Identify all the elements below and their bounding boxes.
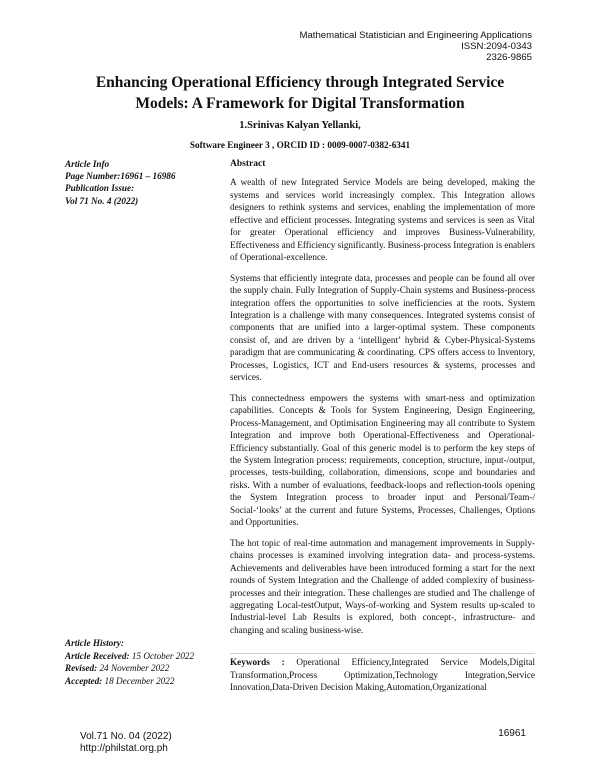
- received-line: [65, 650, 235, 663]
- page-number-footer: 16961: [498, 728, 526, 739]
- article-info: [65, 158, 215, 207]
- title-line-2: Models: A Framework for Digital Transformation: [135, 95, 465, 112]
- journal-name: Mathematical Statistician and Engineering Applications: [299, 30, 532, 41]
- paper-title: [60, 72, 540, 114]
- accepted-line: [65, 675, 235, 688]
- revised-line: [65, 662, 235, 675]
- footer-left: [80, 731, 172, 755]
- issn-online: 2326-9865: [486, 52, 532, 63]
- keywords-text: Operational Efficiency,Integrated Service Models,Digital Transformation,Process Optimization,Technology Integration,Service Innovation,Data-Driven Decision Making,Automation,Organizational: [230, 657, 535, 693]
- abstract-section: [230, 158, 535, 644]
- issn-print: ISSN:2094-0343: [461, 41, 532, 52]
- accepted-label: Accepted:: [65, 675, 103, 686]
- footer-volume: Vol.71 No. 04 (2022): [80, 731, 172, 742]
- article-history-heading: Article History:: [65, 638, 124, 648]
- revised-date: 24 November 2022: [97, 663, 170, 674]
- author-name: 1.Srinivas Kalyan Yellanki,: [239, 120, 361, 131]
- keywords-section: [230, 653, 535, 694]
- abstract-paragraph-1: A wealth of new Integrated Service Models are being developed, making the systems and services world increasingly complex. This Integration allows designers to rethink systems and services, enabling the implementation of more effective and efficient processes. Integrating systems and services is seen as Vital for greater Operational efficiency and improves Business-Vulnerability, Effectiveness and Efficiency significantly. Business-process Integration is enablers of Operational-excellence.: [230, 177, 535, 263]
- revised-label: Revised:: [65, 663, 98, 674]
- abstract-heading: Abstract: [230, 159, 266, 169]
- keywords-label: Keywords :: [230, 657, 285, 667]
- title-line-1: Enhancing Operational Efficiency through Integrated Service: [95, 74, 505, 91]
- received-label: Article Received:: [65, 650, 130, 661]
- author-affiliation: Software Engineer 3 , ORCID ID : 0009-0007-0382-6341: [189, 140, 411, 150]
- abstract-paragraph-3: This connectedness empowers the systems with smart-ness and optimization capabilities. Concepts & Tools for System Engineering, Design Engineering, Process-Management, and Optimisation Engineering may all contribute to System Integration and improve both Operational-Effectiveness and Operational-Efficiency substantially. Goal of this generic model is to perform the key steps of the System Integration process: requirements, conception, structure, input-/output, processes, tests-building, collaboration, dimensions, scope and boundaries and risks. With a number of evaluations, feedback-loops and reflection-tools opening the System Integration process to broader input and Personal/Team-/ Social-‘looks’ at the current and future Systems, Processes, Challenges, Options and Opportunities.: [230, 392, 535, 528]
- article-info-heading: Article Info: [65, 159, 110, 169]
- journal-header: [299, 30, 532, 63]
- abstract-paragraph-4: The hot topic of real-time automation and management improvements in Supply-chains processes is examined involving integration data- and process-systems. Achievements and deliverables have been introduced forming a start for the next rounds of System Integration and the Challenge of added complexity of business-processes and their integration. These challenges are studied and The challenge of aggregating Local-testOutput, Ways-of-working and System results up-scaled to Industrial-level Lab Results is explored, both concept-, infrastructure- and changing and scaling business-wise.: [230, 537, 535, 635]
- abstract-paragraph-2: Systems that efficiently integrate data, processes and people can be found all over the supply chain. Fully Integration of Supply-Chain systems and Business-process integration offers the opportunities to solve inefficiencies at the roots. System Integration is a challenge with many consequences. Integrated systems consist of components that are unified into a larger-optimal system. These components consist of, and are driven by a ‘intelligent’ hybrid & Cyber-Physical-Systems paradigm that are communicating & coordinating. CPS offers access to Inventory, Processes, Logistics, ICT and End-users resources & systems, processes and services.: [230, 272, 535, 383]
- footer-url[interactable]: http://philstat.org.ph: [80, 743, 168, 754]
- article-history: [65, 637, 235, 687]
- publication-issue: Publication Issue:: [65, 183, 135, 194]
- page-number: Page Number:16961 – 16986: [65, 171, 176, 182]
- accepted-date: 18 December 2022: [102, 675, 175, 686]
- received-date: 15 October 2022: [129, 650, 195, 661]
- volume-issue: Vol 71 No. 4 (2022): [65, 195, 139, 206]
